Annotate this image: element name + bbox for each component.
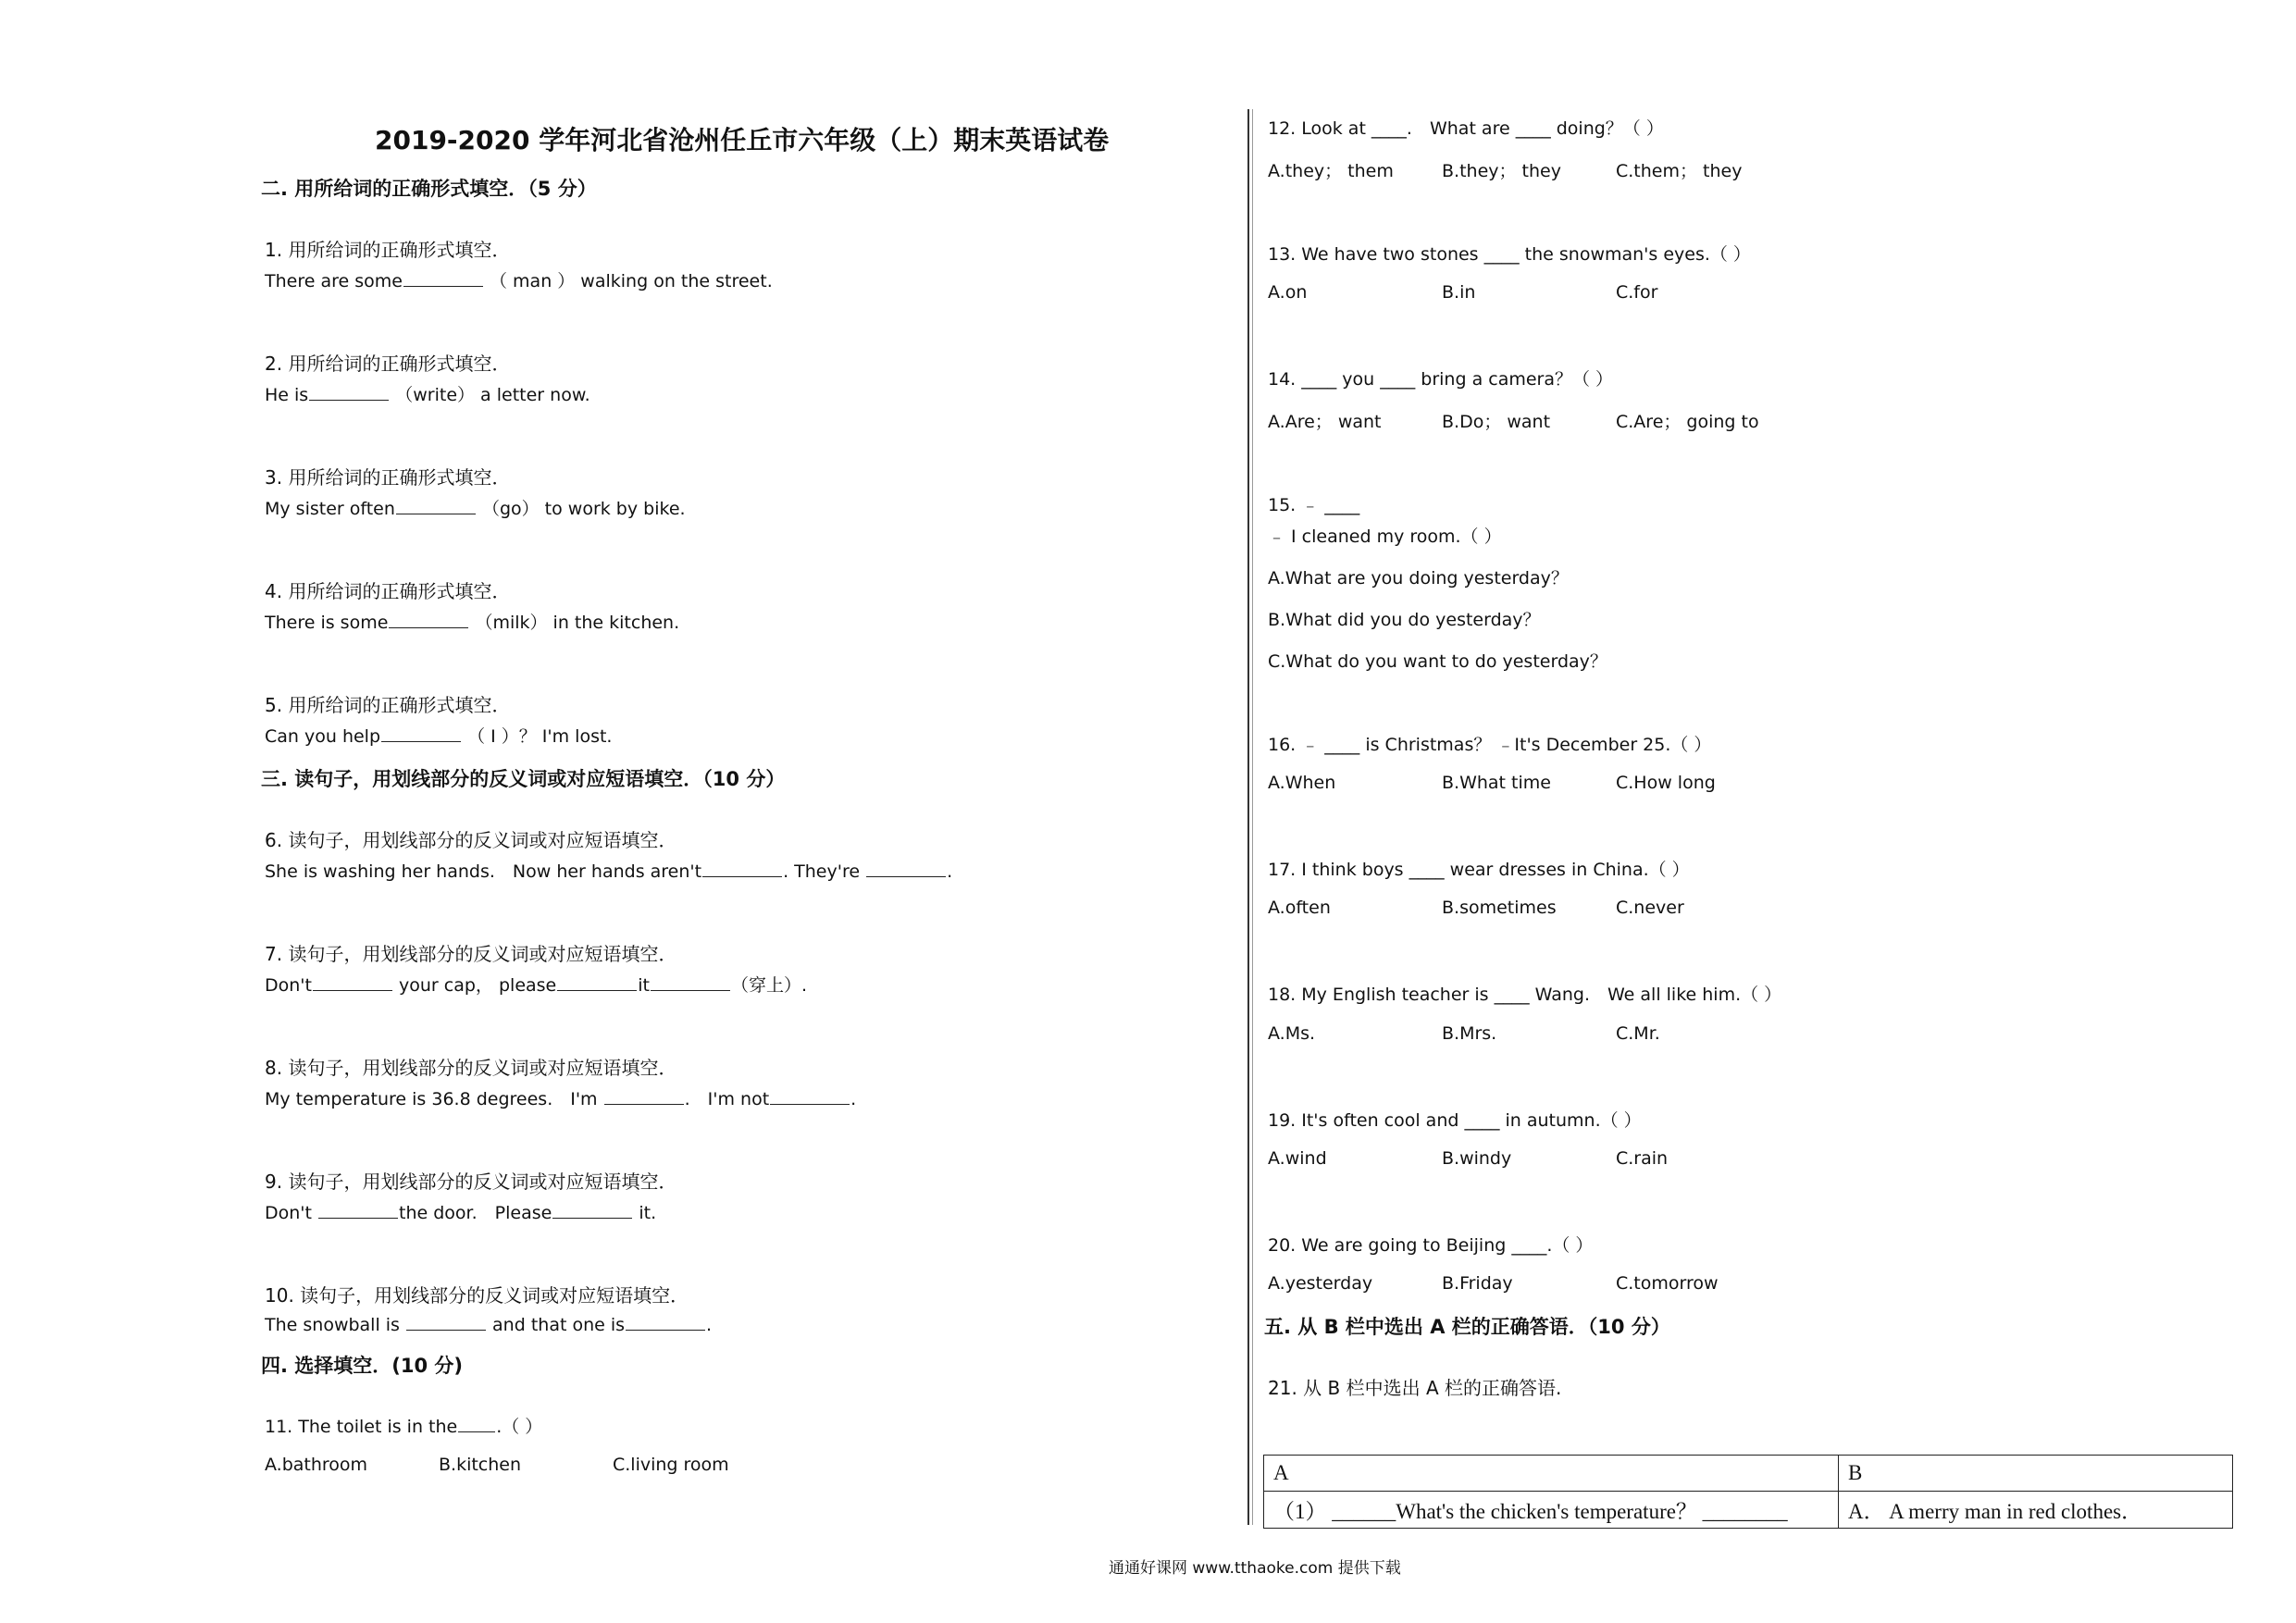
footer-text: 通通好课网 www.tthaoke.com 提供下载	[1109, 1559, 1401, 1578]
q8-blank-2[interactable]	[770, 1087, 850, 1105]
q11-stem	[265, 1413, 542, 1438]
q7-text-c: it	[638, 975, 650, 996]
q3-heading: 3. 用所给词的正确形式填空．	[265, 466, 511, 489]
q7-blank-3[interactable]	[651, 973, 730, 991]
q3-text-post: （go） to work by bike.	[481, 499, 686, 519]
q1-text-post: （ man ） walking on the street.	[490, 271, 773, 291]
q12-stem: 12. Look at ____. What are ____ doing？（ ）	[1268, 118, 1664, 139]
q2-sentence	[265, 381, 590, 406]
table-header-b: B	[1839, 1456, 2233, 1492]
q3-blank[interactable]	[396, 497, 476, 514]
q5-heading: 5. 用所给词的正确形式填空．	[265, 694, 511, 716]
q13-option-b[interactable]: B.in	[1442, 282, 1476, 303]
q7-text-d: （穿上）.	[730, 975, 808, 996]
q1-blank[interactable]	[403, 269, 483, 287]
q2-text-post: （write） a letter now.	[395, 385, 590, 405]
q20-option-a[interactable]: A.yesterday	[1268, 1273, 1373, 1294]
section-2-heading: 二. 用所给词的正确形式填空．（5 分）	[261, 178, 597, 200]
q19-option-a[interactable]: A.wind	[1268, 1148, 1327, 1169]
column-divider	[1247, 109, 1249, 1525]
q18-option-c[interactable]: C.Mr.	[1616, 1023, 1660, 1044]
q18-option-b[interactable]: B.Mrs.	[1442, 1023, 1497, 1044]
table-cell-a1: （1） ______What's the chicken's temperature？ ________	[1264, 1492, 1839, 1529]
q11-text-b: .（ ）	[496, 1417, 543, 1437]
q7-heading: 7. 读句子，用划线部分的反义词或对应短语填空．	[265, 943, 677, 965]
q8-text-c: .	[850, 1089, 857, 1109]
q11-text-a: 11. The toilet is in the	[265, 1417, 458, 1437]
table-header-a: A	[1264, 1456, 1839, 1492]
q1-sentence	[265, 267, 773, 292]
q17-stem: 17. I think boys ____ wear dresses in China.（ ）	[1268, 860, 1690, 880]
q7-sentence	[265, 972, 807, 997]
column-divider-inner	[1252, 109, 1253, 1525]
q10-sentence	[265, 1313, 712, 1335]
q7-blank-2[interactable]	[557, 973, 637, 991]
section-5-heading: 五. 从 B 栏中选出 A 栏的正确答语．（10 分）	[1264, 1316, 1670, 1338]
q16-option-b[interactable]: B.What time	[1442, 773, 1551, 793]
table-header-row	[1264, 1456, 2233, 1492]
q14-option-a[interactable]: A.Are； want	[1268, 412, 1382, 432]
q6-text-a: She is washing her hands. Now her hands aren't	[265, 861, 702, 882]
q6-heading: 6. 读句子，用划线部分的反义词或对应短语填空．	[265, 829, 677, 851]
q9-blank-2[interactable]	[552, 1201, 632, 1219]
q6-text-c: .	[947, 861, 953, 882]
q4-heading: 4. 用所给词的正确形式填空．	[265, 580, 511, 602]
table-row	[1264, 1492, 2233, 1529]
q20-option-b[interactable]: B.Friday	[1442, 1273, 1513, 1294]
section-3-heading: 三. 读句子，用划线部分的反义词或对应短语填空．（10 分）	[261, 768, 786, 790]
page-title: 2019-2020 学年河北省沧州任丘市六年级（上）期末英语试卷	[375, 125, 1110, 155]
q16-option-c[interactable]: C.How long	[1616, 773, 1716, 793]
q8-blank-1[interactable]	[604, 1087, 684, 1105]
q5-sentence	[265, 723, 612, 748]
matching-table	[1263, 1455, 2233, 1529]
q17-option-a[interactable]: A.often	[1268, 898, 1331, 918]
q6-text-b: . They're	[783, 861, 866, 882]
q10-blank-1[interactable]	[406, 1313, 486, 1331]
q14-option-b[interactable]: B.Do； want	[1442, 412, 1551, 432]
q7-blank-1[interactable]	[313, 973, 392, 991]
q13-option-a[interactable]: A.on	[1268, 282, 1308, 303]
q2-heading: 2. 用所给词的正确形式填空．	[265, 353, 511, 375]
q1-text-pre: There are some	[265, 271, 403, 291]
q14-option-c[interactable]: C.Are； going to	[1616, 412, 1759, 432]
q10-text-c: .	[706, 1315, 713, 1335]
q9-blank-1[interactable]	[318, 1201, 398, 1219]
q15-option-c[interactable]: C.What do you want to do yesterday？	[1268, 651, 1607, 672]
q4-blank[interactable]	[389, 611, 468, 628]
q1-heading: 1. 用所给词的正确形式填空．	[265, 239, 511, 261]
q9-sentence	[265, 1199, 656, 1224]
q5-blank[interactable]	[381, 725, 461, 742]
q10-heading: 10. 读句子，用划线部分的反义词或对应短语填空．	[265, 1284, 689, 1307]
q13-stem: 13. We have two stones ____ the snowman's eyes.（ ）	[1268, 244, 1751, 265]
q16-option-a[interactable]: A.When	[1268, 773, 1336, 793]
q6-blank-1[interactable]	[702, 860, 782, 877]
q18-stem: 18. My English teacher is ____ Wang. We all like him.（ ）	[1268, 985, 1782, 1005]
q2-text-pre: He is	[265, 385, 309, 405]
q15-stem-2: ﹣ I cleaned my room.（ ）	[1268, 527, 1502, 547]
q19-option-c[interactable]: C.rain	[1616, 1148, 1669, 1169]
q10-text-a: The snowball is	[265, 1315, 405, 1335]
q9-text-c: it.	[633, 1203, 657, 1223]
q12-option-c[interactable]: C.them； they	[1616, 161, 1743, 181]
q11-option-c[interactable]: C.living room	[613, 1455, 729, 1475]
q6-sentence	[265, 858, 952, 883]
q15-option-a[interactable]: A.What are you doing yesterday？	[1268, 568, 1569, 588]
q6-blank-2[interactable]	[866, 860, 946, 877]
q19-stem: 19. It's often cool and ____ in autumn.（ ）	[1268, 1110, 1642, 1131]
q8-text-b: . I'm not	[684, 1089, 770, 1109]
q10-text-b: and that one is	[487, 1315, 626, 1335]
q9-text-a: Don't	[265, 1203, 318, 1223]
q5-text-post: （ I ）？ I'm lost.	[467, 726, 613, 747]
q12-option-a[interactable]: A.they； them	[1268, 161, 1394, 181]
q21-heading: 21. 从 B 栏中选出 A 栏的正确答语.	[1268, 1377, 1562, 1399]
q3-sentence	[265, 495, 686, 520]
q16-stem: 16. ﹣ ____ is Christmas？ ﹣It's December 25.（ ）	[1268, 735, 1712, 755]
q4-text-pre: There is some	[265, 613, 389, 633]
q11-option-b[interactable]: B.kitchen	[439, 1455, 522, 1475]
q15-option-b[interactable]: B.What did you do yesterday？	[1268, 610, 1541, 630]
q8-sentence	[265, 1085, 856, 1110]
q15-stem-1: 15. ﹣ ____	[1268, 495, 1360, 515]
q2-blank[interactable]	[309, 383, 389, 401]
q17-option-c[interactable]: C.never	[1616, 898, 1684, 918]
q12-option-b[interactable]: B.they； they	[1442, 161, 1561, 181]
q13-option-c[interactable]: C.for	[1616, 282, 1658, 303]
q8-text-a: My temperature is 36.8 degrees. I'm	[265, 1089, 603, 1109]
table-cell-b1: A． A merry man in red clothes．	[1839, 1492, 2233, 1529]
section-4-heading: 四. 选择填空．(10 分)	[261, 1355, 464, 1377]
q5-text-pre: Can you help	[265, 726, 381, 747]
q3-text-pre: My sister often	[265, 499, 395, 519]
q20-stem: 20. We are going to Beijing ____.（ ）	[1268, 1235, 1594, 1256]
q4-sentence	[265, 609, 679, 634]
q9-text-b: the door. Please	[399, 1203, 552, 1223]
q14-stem: 14. ____ you ____ bring a camera？（ ）	[1268, 369, 1614, 390]
q20-option-c[interactable]: C.tomorrow	[1616, 1273, 1719, 1294]
q4-text-post: （milk） in the kitchen.	[475, 613, 680, 633]
q11-blank[interactable]	[458, 1415, 495, 1432]
q8-heading: 8. 读句子，用划线部分的反义词或对应短语填空．	[265, 1057, 677, 1079]
q7-text-b: your cap， please	[392, 975, 557, 996]
q18-option-a[interactable]: A.Ms.	[1268, 1023, 1316, 1044]
q9-heading: 9. 读句子，用划线部分的反义词或对应短语填空．	[265, 1171, 677, 1193]
q10-blank-2[interactable]	[626, 1313, 705, 1331]
q19-option-b[interactable]: B.windy	[1442, 1148, 1512, 1169]
q17-option-b[interactable]: B.sometimes	[1442, 898, 1557, 918]
q7-text-a: Don't	[265, 975, 312, 996]
q11-option-a[interactable]: A.bathroom	[265, 1455, 368, 1475]
